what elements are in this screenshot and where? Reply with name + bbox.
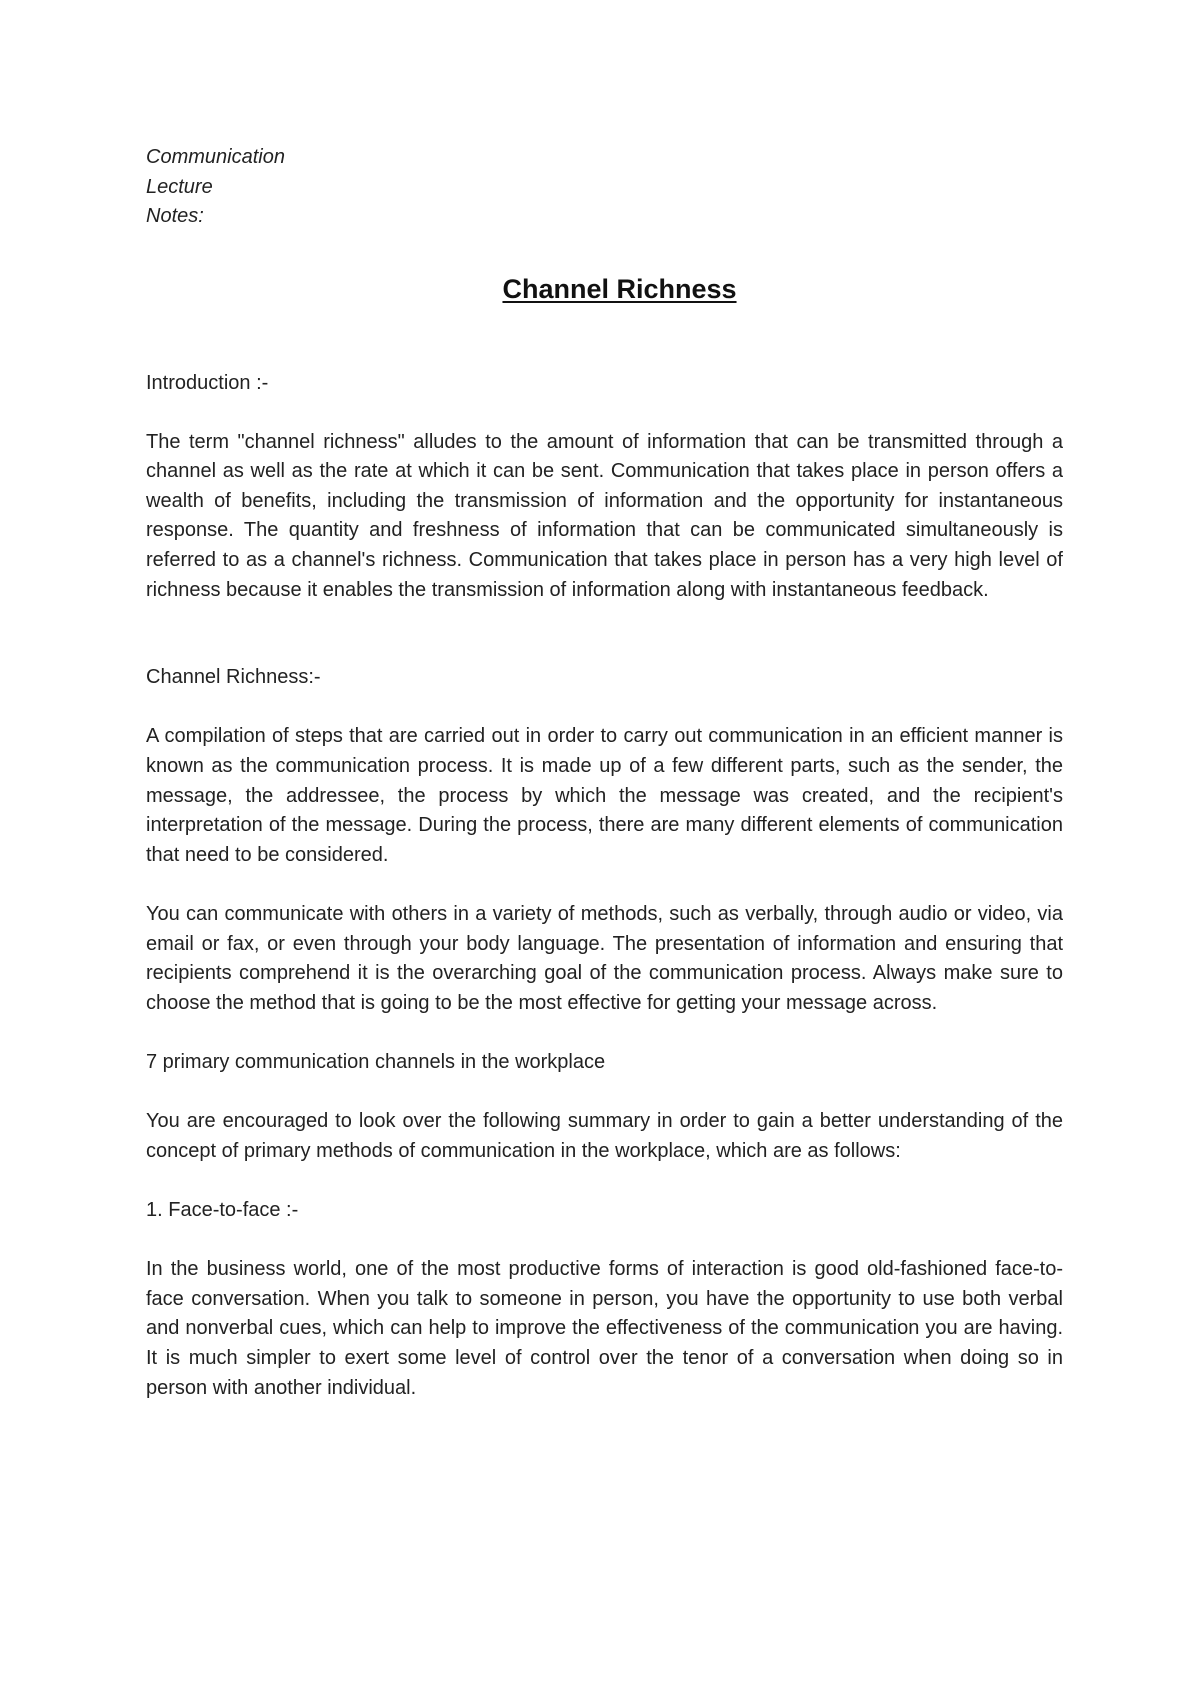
header-line-notes: Notes: [146,205,204,227]
document-title: Channel Richness [502,273,737,304]
header-line-communication: Communication [146,146,285,168]
channel-richness-heading: Channel Richness:- [146,666,321,689]
summary-intro-paragraph: You are encouraged to look over the following summary in order to gain a better understanding of the concept of primary methods of communication in the workplace, which are as follows: [146,1110,1063,1162]
introduction-paragraph: The term "channel richness" alludes to the amount of information that can be transmitted through a channel as well as the rate at which it can be sent. Communication that takes place in person offers a wealth of benefits, including the transmission of information and the opportunity for instantaneous response. The quantity and freshness of information that can be communicated simultaneously is referred to as a channel's richness. Communication that takes place in person has a very high level of richness because it enables the transmission of information along with instantaneous feedback. [146,430,1063,601]
course-header [146,143,1063,232]
face-to-face-paragraph: In the business world, one of the most productive forms of interaction is good old-fashioned face-to-face conversation. When you talk to someone in person, you have the opportunity to use both verbal and nonverbal cues, which can help to improve the effectiveness of the communication you are having. It is much simpler to exert some level of control over the tenor of a conversation when doing so in person with another individual. [146,1258,1063,1399]
communication-process-paragraph: A compilation of steps that are carried out in order to carry out communication in an efficient manner is known as the communication process. It is made up of a few different parts, such as the sender, the message, the addressee, the process by which the message was created, and the recipient's interpretation of the message. During the process, there are many different elements of communication that need to be considered. [146,725,1063,866]
communication-methods-paragraph: You can communicate with others in a variety of methods, such as verbally, through audio or video, via email or fax, or even through your body language. The presentation of information and ensuring that recipients comprehend it is the overarching goal of the communication process. Always make sure to choose the method that is going to be the most effective for getting your message across. [146,903,1063,1014]
face-to-face-heading: 1. Face-to-face :- [146,1198,299,1221]
seven-channels-heading: 7 primary communication channels in the workplace [146,1050,606,1073]
document-content [146,143,1063,1403]
introduction-heading: Introduction :- [146,371,269,394]
header-line-lecture: Lecture [146,175,213,198]
